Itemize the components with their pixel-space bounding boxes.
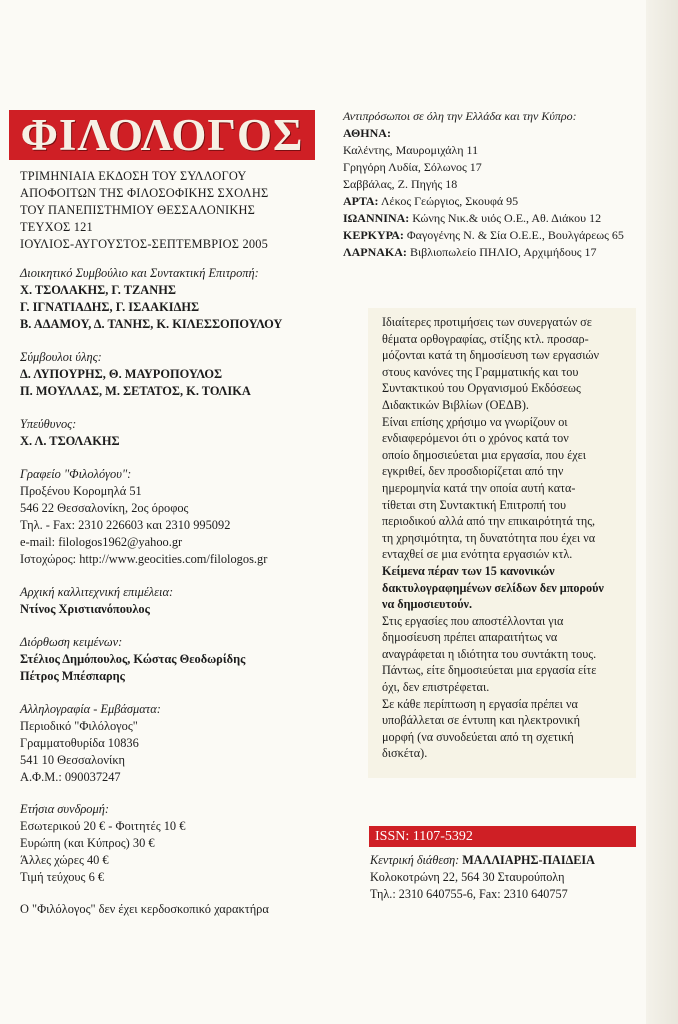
correspondence-line: Περιοδικό "Φιλόλογος" — [20, 719, 138, 733]
office-label: Γραφείο "Φιλολόγου": — [20, 467, 132, 481]
issn-number: ISSN: 1107-5392 — [375, 829, 473, 844]
notice-line: τίθεται στη Συντακτική Επιτροπή του — [382, 497, 566, 512]
notice-line: μόζονται κατά τη δημοσίευση των εργασιών — [382, 348, 600, 363]
art-director-label: Αρχική καλλιτεχνική επιμέλεια: — [20, 585, 174, 599]
nonprofit-note: Ο "Φιλόλογος" δεν έχει κερδοσκοπικό χαρακτήρα — [20, 902, 269, 916]
proofreading-label: Διόρθωση κειμένων: — [20, 635, 123, 649]
responsible-name: Χ. Λ. ΤΣΟΛΑΚΗΣ — [20, 434, 120, 448]
notice-line: αναγράφεται η ιδιότητα του συντάκτη τους. — [382, 646, 597, 661]
subscription-line: Εσωτερικού 20 € - Φοιτητές 10 € — [20, 819, 186, 833]
distribution-section — [370, 852, 640, 903]
notice-line: στους κανόνες της Γραμματικής και του — [382, 364, 579, 379]
tax-id: Α.Φ.Μ.: 090037247 — [20, 770, 121, 784]
advisor-line: Δ. ΛΥΠΟΥΡΗΣ, Θ. ΜΑΥΡΟΠΟΥΛΟΣ — [20, 367, 223, 381]
office-city: 546 22 Θεσσαλονίκη, 2ος όροφος — [20, 501, 189, 515]
publication-info — [20, 168, 320, 253]
notice-line: δισκέτα). — [382, 746, 428, 761]
rep-arta-text: Λέκος Γεώργιος, Σκουφά 95 — [378, 194, 519, 208]
publication-info-line: ΤΡΙΜΗΝΙΑΙΑ ΕΚΔΟΣΗ ΤΟΥ ΣΥΛΛΟΓΟΥ — [20, 169, 247, 183]
page-edge-shadow — [646, 0, 678, 1024]
publication-info-line: ΑΠΟΦΟΙΤΩΝ ΤΗΣ ΦΙΛΟΣΟΦΙΚΗΣ ΣΧΟΛΗΣ — [20, 186, 269, 200]
issue-price: Τιμή τεύχους 6 € — [20, 870, 105, 884]
notice-line: Σε κάθε περίπτωση η εργασία πρέπει να — [382, 696, 578, 711]
subscription-section — [20, 801, 320, 886]
correspondence-label: Αλληλογραφία - Εμβάσματα: — [20, 702, 161, 716]
masthead-banner — [9, 110, 315, 160]
representatives-section — [343, 108, 643, 261]
rep-city-larnaka: ΛΑΡΝΑΚΑ: — [343, 245, 407, 259]
rep-city-kerkyra: ΚΕΡΚΥΡΑ: — [343, 228, 404, 242]
rep-city-arta: ΑΡΤΑ: — [343, 194, 379, 208]
issue-number: ΤΕΥΧΟΣ 121 — [20, 220, 93, 234]
correspondence-line: Γραμματοθυρίδα 10836 — [20, 736, 139, 750]
rep-athens-line: Γρηγόρη Λυδία, Σόλωνος 17 — [343, 160, 482, 174]
notice-line: Ιδιαίτερες προτιμήσεις των συνεργατών σε — [382, 315, 592, 329]
notice-line: ενδιαφερόμενοι ότι ο χρόνος κατά τον — [382, 431, 569, 446]
subscription-line: Ευρώπη (και Κύπρος) 30 € — [20, 836, 155, 850]
rep-city-ioannina: ΙΩΑΝΝΙΝΑ: — [343, 211, 410, 225]
advisors-section — [20, 349, 320, 400]
board-member-line: Β. ΑΔΑΜΟΥ, Δ. ΤΑΝΗΣ, Κ. ΚΙΛΕΣΣΟΠΟΥΛΟΥ — [20, 317, 283, 331]
office-address: Προξένου Κορομηλά 51 — [20, 484, 142, 498]
board-member-line: Χ. ΤΣΟΛΑΚΗΣ, Γ. ΤΖΑΝΗΣ — [20, 283, 176, 297]
submission-notice-text — [382, 314, 632, 762]
notice-page-limit: Κείμενα πέραν των 15 κανονικών — [382, 563, 555, 578]
masthead-title: ΦΙΛΟΛΟΓΟΣ — [20, 110, 304, 160]
notice-line: θέματα ορθογραφίας, στίξης κτλ. προσαρ- — [382, 331, 589, 346]
notice-line: οποίο δημοσιεύεται μια εργασία, που έχει — [382, 447, 587, 462]
notice-line: υποβάλλεται σε έντυπη και ηλεκτρονική — [382, 713, 580, 728]
issn-bar — [369, 826, 636, 847]
notice-line: μορφή (να συνοδεύεται από τη σχετική — [382, 729, 574, 744]
rep-athens-line: Σαββάλας, Ζ. Πηγής 18 — [343, 177, 458, 191]
rep-larnaka-text: Βιβλιοπωλείο ΠΗΛΙΟ, Αρχιμήδους 17 — [406, 245, 597, 259]
advisors-label: Σύμβουλοι ύλης: — [20, 350, 102, 364]
art-director-section — [20, 584, 320, 618]
notice-line: ημερομηνία κατά την οποία αυτή κατα- — [382, 480, 576, 495]
board-section — [20, 265, 320, 333]
distribution-heading — [370, 852, 640, 869]
art-director-name: Ντίνος Χριστιανόπουλος — [20, 602, 150, 616]
board-member-line: Γ. ΙΓΝΑΤΙΑΔΗΣ, Γ. ΙΣΑΑΚΙΔΗΣ — [20, 300, 200, 314]
notice-line: Διδακτικών Βιβλίων (ΟΕΔΒ). — [382, 397, 529, 412]
distribution-phone: Τηλ.: 2310 640755-6, Fax: 2310 640757 — [370, 887, 568, 901]
issue-period: ΙΟΥΛΙΟΣ-ΑΥΓΟΥΣΤΟΣ-ΣΕΠΤΕΜΒΡΙΟΣ 2005 — [20, 237, 269, 251]
distribution-label: Κεντρική διάθεση: — [370, 853, 460, 867]
rep-athens-line: Καλέντης, Μαυρομιχάλη 11 — [343, 143, 479, 157]
notice-line: Συντακτικού του Οργανισμού Εκδόσεως — [382, 381, 581, 396]
office-phone: Τηλ. - Fax: 2310 226603 και 2310 995092 — [20, 518, 231, 532]
distribution-name: ΜΑΛΛΙΑΡΗΣ-ΠΑΙΔΕΙΑ — [459, 853, 595, 867]
notice-line: Είναι επίσης χρήσιμο να γνωρίζουν οι — [382, 414, 568, 429]
responsible-label: Υπεύθυνος: — [20, 417, 77, 431]
notice-page-limit: να δημοσιευτούν. — [382, 597, 473, 612]
publication-info-line: ΤΟΥ ΠΑΝΕΠΙΣΤΗΜΙΟΥ ΘΕΣΣΑΛΟΝΙΚΗΣ — [20, 203, 256, 217]
rep-larnaka — [343, 244, 643, 261]
notice-line: όχι, δεν επιστρέφεται. — [382, 680, 490, 695]
notice-line: Πάντως, είτε δημοσιεύεται μια εργασία είτε — [382, 663, 597, 678]
advisor-line: Π. ΜΟΥΛΛΑΣ, Μ. ΣΕΤΑΤΟΣ, Κ. ΤΟΛΙΚΑ — [20, 384, 251, 398]
office-email: e-mail: filologos1962@yahoo.gr — [20, 535, 183, 549]
responsible-section — [20, 416, 320, 450]
correspondence-line: 541 10 Θεσσαλονίκη — [20, 753, 126, 767]
rep-arta — [343, 193, 643, 210]
notice-line: εγκριθεί, δεν προσδιορίζεται από την — [382, 464, 564, 479]
proofreader-line: Στέλιος Δημόπουλος, Κώστας Θεοδωρίδης — [20, 652, 246, 666]
subscription-line: Άλλες χώρες 40 € — [20, 853, 109, 867]
board-label: Διοικητικό Συμβούλιο και Συντακτική Επιτροπή: — [20, 266, 259, 280]
proofreading-section — [20, 634, 320, 685]
distribution-address: Κολοκοτρώνη 22, 564 30 Σταυρούπολη — [370, 870, 565, 884]
notice-page-limit: δακτυλογραφημένων σελίδων δεν μπορούν — [382, 580, 604, 595]
rep-city-athens: ΑΘΗΝΑ: — [343, 126, 391, 140]
notice-line: τη χρησιμότητα, τη δυνατότητα που έχει να — [382, 530, 596, 545]
rep-kerkyra-text: Φαγογένης Ν. & Σία Ο.Ε.Ε., Βουλγάρεως 65 — [403, 228, 624, 242]
office-section — [20, 466, 320, 568]
rep-ioannina — [343, 210, 643, 227]
notice-line: Στις εργασίες που αποστέλλονται για — [382, 613, 564, 628]
rep-kerkyra — [343, 227, 643, 244]
notice-line: ενταχθεί σε μια ενότητα εργασιών κτλ. — [382, 547, 573, 562]
correspondence-section — [20, 701, 320, 786]
notice-line: δημοσίευση πρέπει απαραιτήτως να — [382, 630, 558, 645]
office-website: Ιστοχώρος: http://www.geocities.com/filologos.gr — [20, 552, 268, 566]
representatives-label: Αντιπρόσωποι σε όλη την Ελλάδα και την Κύπρο: — [343, 109, 577, 123]
rep-ioannina-text: Κώνης Νικ.& υιός Ο.Ε., Αθ. Διάκου 12 — [409, 211, 602, 225]
notice-line: περιοδικού αλλά από την επικαιρότητά της, — [382, 514, 596, 529]
subscription-label: Ετήσια συνδρομή: — [20, 802, 109, 816]
proofreader-line: Πέτρος Μπέσπαρης — [20, 669, 125, 683]
nonprofit-section — [20, 901, 320, 918]
